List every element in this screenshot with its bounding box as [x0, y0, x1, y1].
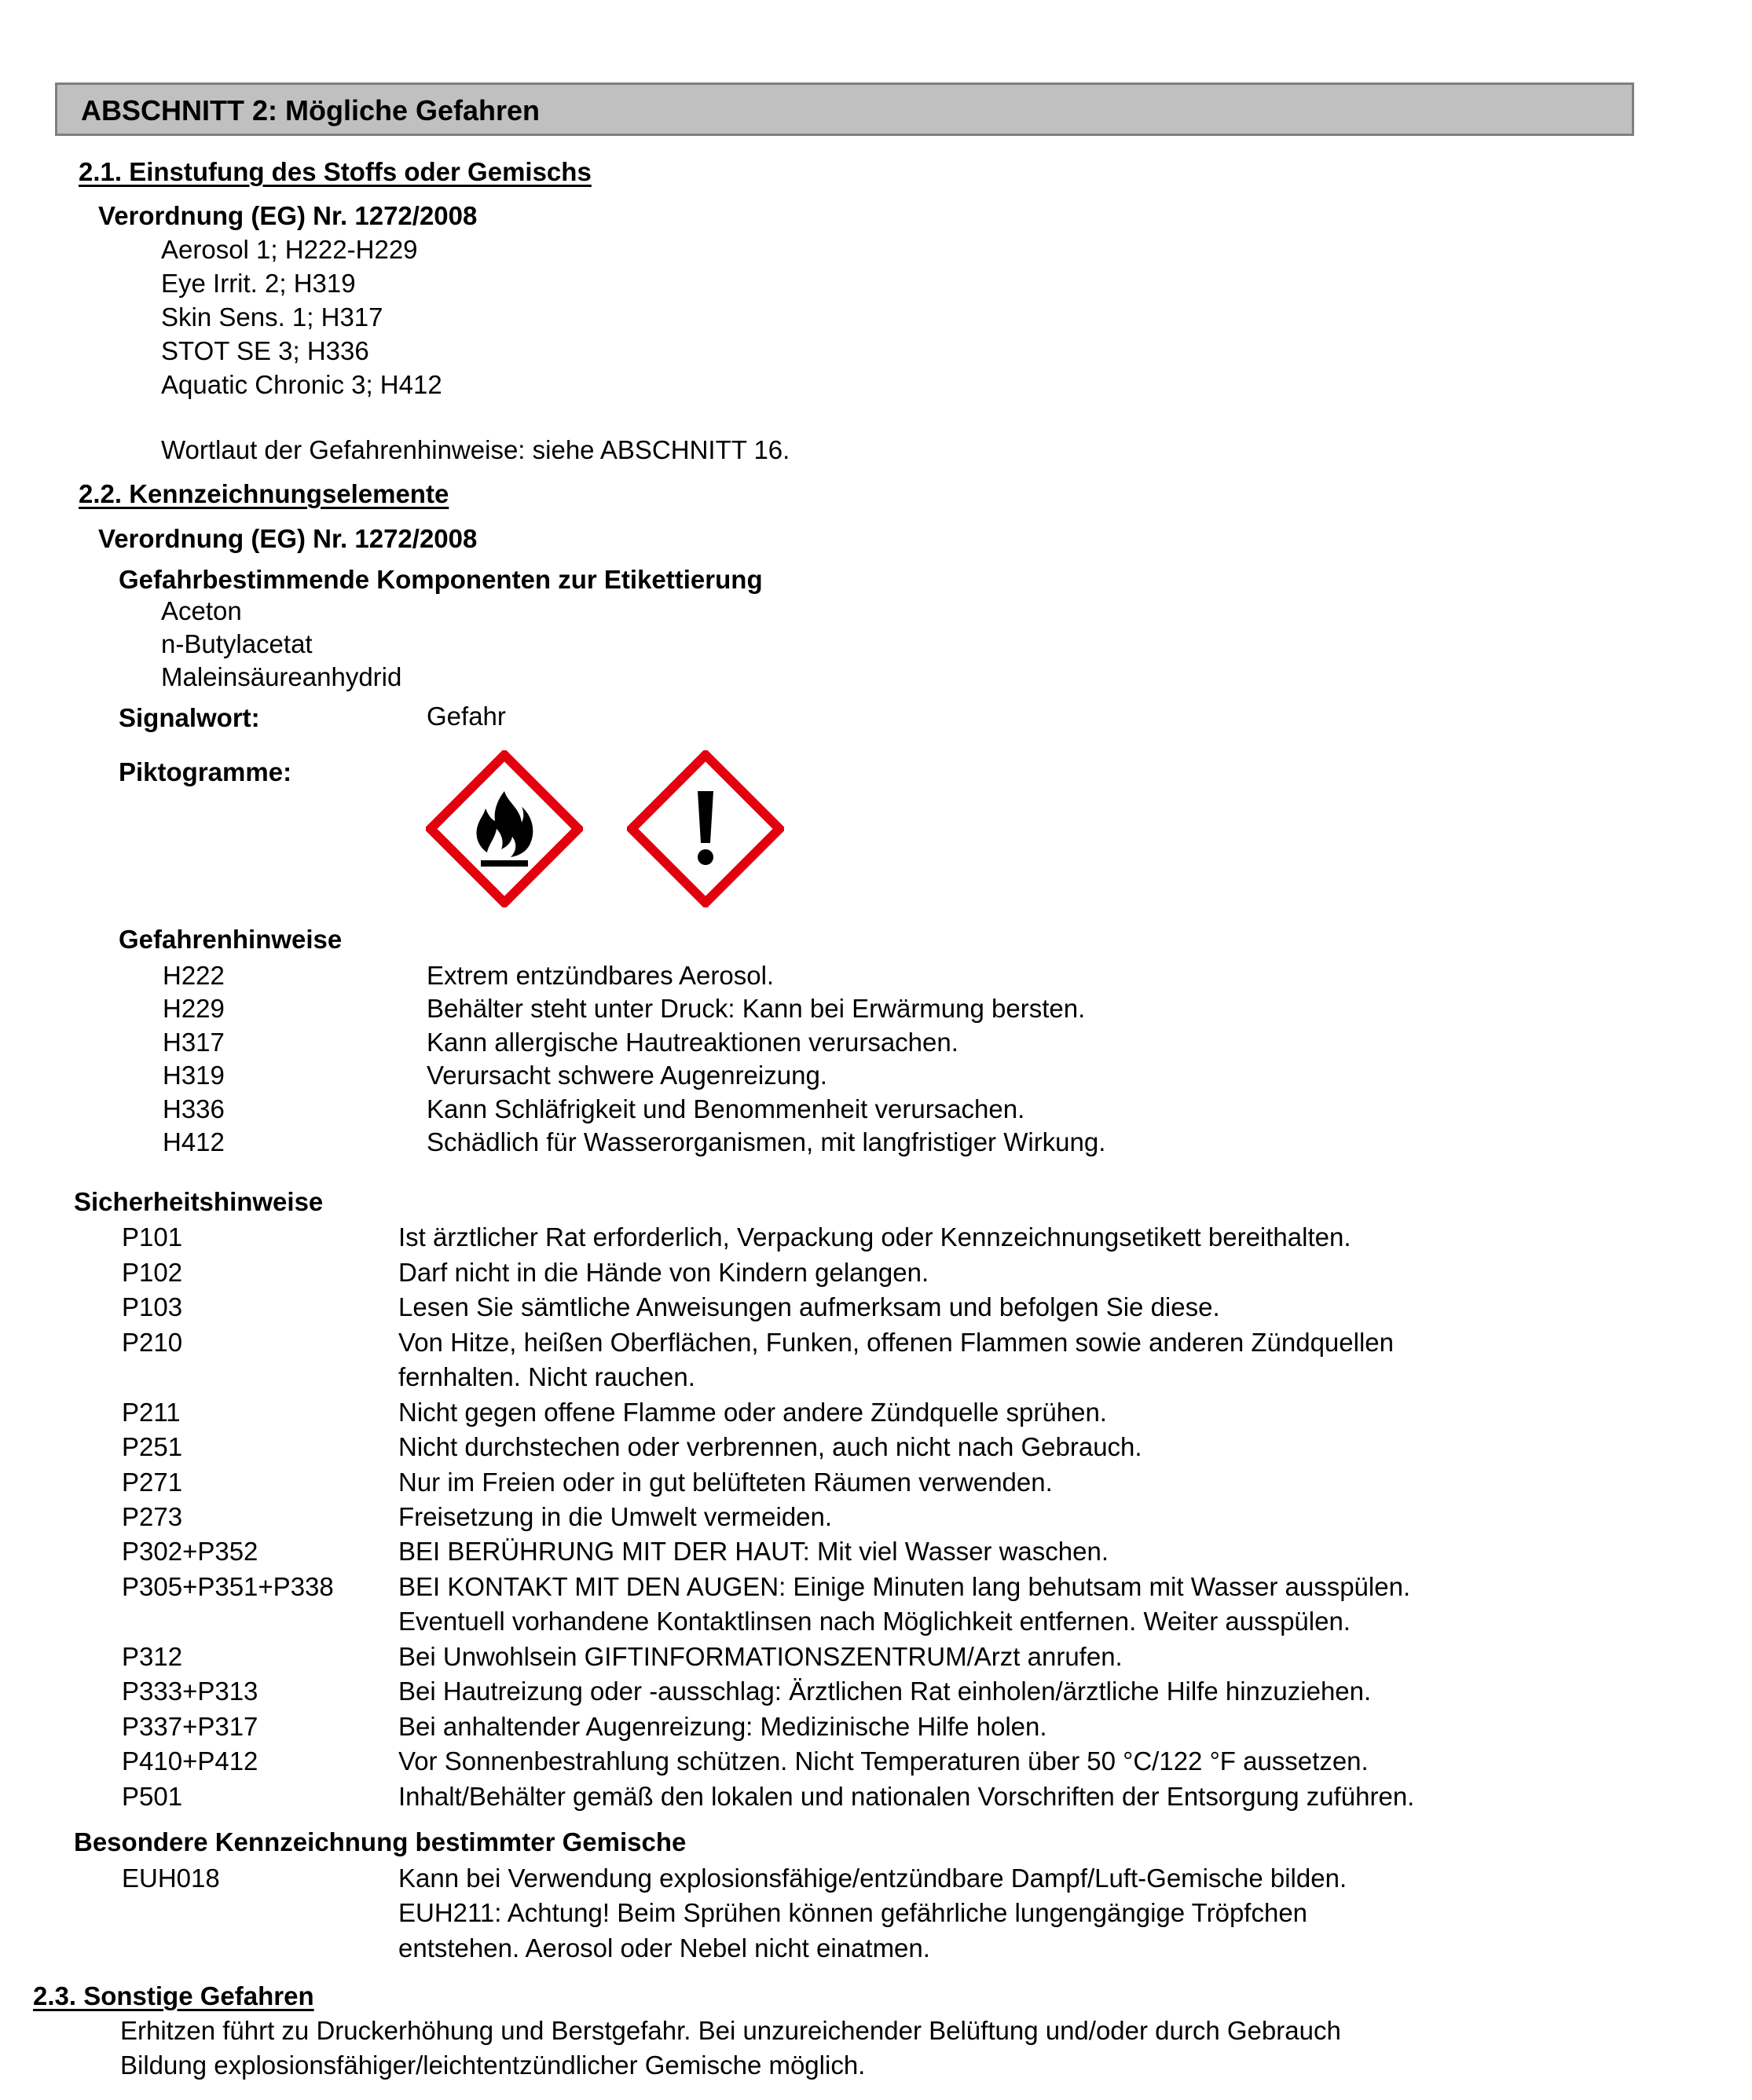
hazard-text: Kann Schläfrigkeit und Benommenheit verursachen.	[427, 1094, 1025, 1123]
other-hazards-text: Erhitzen führt zu Druckerhöhung und Berstgefahr. Bei unzureichender Belüftung und/oder durch Gebrauch	[120, 2016, 1341, 2045]
hazard-text: Schädlich für Wasserorganismen, mit langfristiger Wirkung.	[427, 1127, 1106, 1156]
precaution-code: P271	[122, 1468, 183, 1497]
hazard-code: H222	[163, 961, 225, 990]
hazard-code: H319	[163, 1061, 225, 1090]
regulation-label: Verordnung (EG) Nr. 1272/2008	[98, 524, 478, 553]
regulation-label: Verordnung (EG) Nr. 1272/2008	[98, 201, 478, 230]
other-hazards-text: Bildung explosionsfähiger/leichtentzündlicher Gemische möglich.	[120, 2051, 866, 2080]
signal-word-value: Gefahr	[427, 702, 506, 731]
precaution-code: P211	[122, 1398, 181, 1427]
precaution-code: P312	[122, 1642, 183, 1671]
classification-item: Eye Irrit. 2; H319	[161, 269, 356, 298]
precaution-text: Von Hitze, heißen Oberflächen, Funken, offenen Flammen sowie anderen Zündquellen	[398, 1328, 1395, 1357]
component-item: n-Butylacetat	[161, 629, 313, 658]
precaution-code: P333+P313	[122, 1677, 258, 1706]
subsection-heading-2-1: 2.1. Einstufung des Stoffs oder Gemischs	[79, 157, 592, 186]
precaution-text: Bei Hautreizung oder -ausschlag: Ärztlichen Rat einholen/ärztliche Hilfe hinzuziehen.	[398, 1677, 1372, 1706]
precaution-code: P101	[122, 1222, 183, 1252]
precaution-code: P501	[122, 1782, 183, 1811]
hazard-code: H412	[163, 1127, 225, 1156]
precaution-code: P302+P352	[122, 1537, 258, 1566]
exclamation-mark-icon	[627, 750, 784, 907]
precaution-text: Nicht gegen offene Flamme oder andere Zündquelle sprühen.	[398, 1398, 1107, 1427]
subsection-heading-2-2: 2.2. Kennzeichnungselemente	[79, 479, 449, 508]
classification-item: STOT SE 3; H336	[161, 336, 369, 365]
section-title: ABSCHNITT 2: Mögliche Gefahren	[81, 94, 541, 126]
precaution-code: P251	[122, 1432, 183, 1461]
precaution-code: P103	[122, 1292, 183, 1321]
wording-note: Wortlaut der Gefahrenhinweise: siehe ABSCHNITT 16.	[161, 435, 790, 464]
precaution-text: Darf nicht in die Hände von Kindern gelangen.	[398, 1258, 929, 1287]
precaution-text: Ist ärztlicher Rat erforderlich, Verpackung oder Kennzeichnungsetikett bereithalten.	[398, 1222, 1351, 1252]
precaution-code: P102	[122, 1258, 183, 1287]
precaution-text: Nur im Freien oder in gut belüfteten Räumen verwenden.	[398, 1468, 1053, 1497]
precaution-text: Bei anhaltender Augenreizung: Medizinische Hilfe holen.	[398, 1712, 1047, 1741]
special-text: EUH211: Achtung! Beim Sprühen können gefährliche lungengängige Tröpfchen	[398, 1898, 1308, 1927]
precaution-code: P337+P317	[122, 1712, 258, 1741]
classification-item: Aquatic Chronic 3; H412	[161, 370, 442, 399]
precautionary-statements-heading: Sicherheitshinweise	[74, 1187, 324, 1216]
precaution-text: Eventuell vorhandene Kontaktlinsen nach Möglichkeit entfernen. Weiter ausspülen.	[398, 1607, 1351, 1636]
component-item: Maleinsäureanhydrid	[161, 662, 402, 691]
hazard-code: H336	[163, 1094, 225, 1123]
special-labelling-heading: Besondere Kennzeichnung bestimmter Gemische	[74, 1827, 687, 1856]
subsection-heading-2-3: 2.3. Sonstige Gefahren	[33, 1981, 314, 2010]
precaution-code: P305+P351+P338	[122, 1572, 334, 1601]
hazard-text: Verursacht schwere Augenreizung.	[427, 1061, 827, 1090]
hazard-text: Behälter steht unter Druck: Kann bei Erwärmung bersten.	[427, 994, 1086, 1023]
hazard-text: Extrem entzündbares Aerosol.	[427, 961, 775, 990]
precaution-text: Vor Sonnenbestrahlung schützen. Nicht Temperaturen über 50 °C/122 °F aussetzen.	[398, 1746, 1369, 1776]
precaution-code: P410+P412	[122, 1746, 258, 1776]
hazard-statements-heading: Gefahrenhinweise	[119, 925, 343, 954]
classification-item: Skin Sens. 1; H317	[161, 302, 383, 332]
component-item: Aceton	[161, 596, 242, 625]
precaution-text: BEI KONTAKT MIT DEN AUGEN: Einige Minuten lang behutsam mit Wasser ausspülen.	[398, 1572, 1411, 1601]
hazard-code: H229	[163, 994, 225, 1023]
classification-item: Aerosol 1; H222-H229	[161, 235, 418, 264]
precaution-text: Inhalt/Behälter gemäß den lokalen und nationalen Vorschriften der Entsorgung zuführen.	[398, 1782, 1415, 1811]
precaution-text: Lesen Sie sämtliche Anweisungen aufmerksam und befolgen Sie diese.	[398, 1292, 1220, 1321]
pictograms-label: Piktogramme:	[119, 757, 292, 786]
precaution-code: P273	[122, 1502, 183, 1531]
precaution-text: Bei Unwohlsein GIFTINFORMATIONSZENTRUM/Arzt anrufen.	[398, 1642, 1123, 1671]
precaution-text: Freisetzung in die Umwelt vermeiden.	[398, 1502, 833, 1531]
special-text: Kann bei Verwendung explosionsfähige/entzündbare Dampf/Luft-Gemische bilden.	[398, 1864, 1347, 1893]
precaution-text: BEI BERÜHRUNG MIT DER HAUT: Mit viel Wasser waschen.	[398, 1537, 1109, 1566]
section-header-bar	[55, 82, 1634, 136]
hazard-text: Kann allergische Hautreaktionen verursachen.	[427, 1028, 958, 1057]
components-heading: Gefahrbestimmende Komponenten zur Etikettierung	[119, 565, 763, 594]
precaution-text: Nicht durchstechen oder verbrennen, auch nicht nach Gebrauch.	[398, 1432, 1142, 1461]
precaution-text: fernhalten. Nicht rauchen.	[398, 1362, 695, 1391]
signal-word-label: Signalwort:	[119, 703, 260, 732]
special-code: EUH018	[122, 1864, 220, 1893]
special-text: entstehen. Aerosol oder Nebel nicht einatmen.	[398, 1933, 930, 1963]
precaution-code: P210	[122, 1328, 183, 1357]
flame-icon	[426, 750, 583, 907]
hazard-code: H317	[163, 1028, 225, 1057]
